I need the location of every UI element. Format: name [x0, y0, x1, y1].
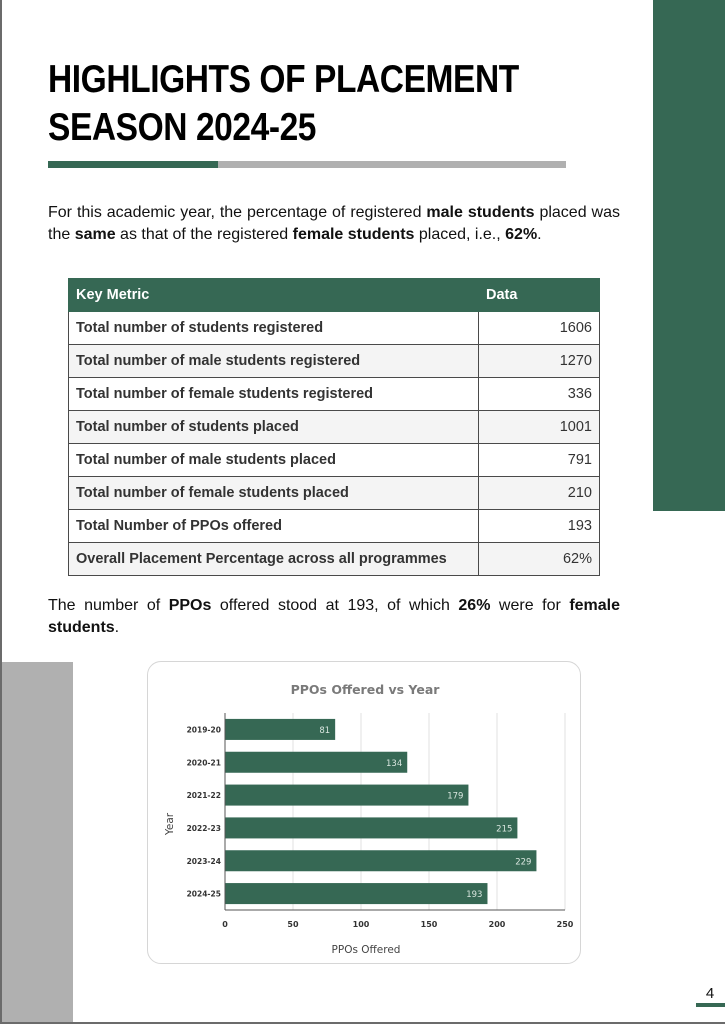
table-row: [69, 444, 600, 477]
ppo-text: .: [114, 619, 120, 636]
page-number: 4: [705, 985, 715, 1002]
x-tick-label: 50: [287, 920, 299, 929]
table-row: [69, 378, 600, 411]
x-tick-label: 100: [352, 920, 370, 929]
table-row: [69, 510, 600, 543]
bar: [225, 850, 536, 871]
bar: [225, 817, 517, 838]
y-tick-label: 2019-20: [186, 725, 221, 735]
intro-bold: male students: [426, 204, 535, 221]
table-row: [69, 543, 600, 576]
bar-data-label: 215: [496, 824, 513, 835]
metric-cell: Total number of students placed: [69, 411, 479, 444]
metric-cell: Total number of male students registered: [69, 345, 479, 378]
decorative-green-band: [653, 0, 725, 511]
y-tick-label: 2020-21: [186, 758, 221, 768]
bar: [225, 752, 407, 773]
x-tick-label: 200: [488, 920, 506, 929]
bar: [225, 883, 487, 904]
intro-bold: 62%: [505, 226, 538, 243]
x-tick-label: 0: [222, 920, 228, 929]
table-row: [69, 345, 600, 378]
intro-text: placed, i.e.,: [414, 226, 506, 243]
ppo-bold: 26%: [458, 597, 491, 614]
value-cell: 193: [479, 510, 600, 543]
bar-data-label: 81: [319, 725, 331, 736]
ppo-bold: PPOs: [168, 597, 212, 614]
bar-data-label: 193: [466, 890, 483, 901]
ppo-text: The number of: [48, 597, 169, 614]
table-row: [69, 477, 600, 510]
metric-cell: Total number of male students placed: [69, 444, 479, 477]
page-number-underline: [696, 1003, 725, 1007]
value-cell: 1606: [479, 312, 600, 345]
page-title: [48, 56, 530, 152]
table-header-row: [69, 279, 600, 312]
intro-text: .: [537, 226, 542, 243]
intro-text: For this academic year, the percentage of registered: [48, 204, 427, 221]
x-axis-label: PPOs Offered: [331, 944, 401, 956]
intro-bold: female students: [292, 226, 415, 243]
metric-cell: Total number of female students registered: [69, 378, 479, 411]
intro-text: placed was the: [48, 204, 621, 243]
key-metrics-table: [68, 278, 600, 576]
metric-cell: Total number of students registered: [69, 312, 479, 345]
metric-cell: Overall Placement Percentage across all programmes: [69, 543, 479, 576]
y-tick-label: 2024-25: [186, 889, 221, 899]
value-cell: 336: [479, 378, 600, 411]
ppo-bar-chart: [148, 662, 582, 965]
decorative-grey-band: [2, 662, 73, 1022]
value-cell: 62%: [479, 543, 600, 576]
ppo-bold: female students: [48, 597, 621, 636]
title-line-1: HIGHLIGHTS OF PLACEMENT: [48, 58, 519, 101]
title-underline-grey: [218, 161, 566, 168]
intro-text: as that of the registered: [115, 226, 293, 243]
table-row: [69, 312, 600, 345]
chart-gridlines: [293, 713, 565, 910]
bar: [225, 785, 468, 806]
header-key-metric: Key Metric: [69, 279, 479, 312]
title-underline: [48, 161, 566, 168]
table-row: [69, 411, 600, 444]
value-cell: 1270: [479, 345, 600, 378]
title-underline-green: [48, 161, 218, 168]
x-tick-label: 150: [420, 920, 438, 929]
value-cell: 791: [479, 444, 600, 477]
metric-cell: Total Number of PPOs offered: [69, 510, 479, 543]
bar-data-label: 134: [386, 758, 403, 769]
y-axis-label: Year: [164, 812, 176, 836]
intro-bold: same: [74, 226, 116, 243]
metric-cell: Total number of female students placed: [69, 477, 479, 510]
x-tick-label: 250: [556, 920, 574, 929]
y-tick-label: 2022-23: [186, 823, 221, 833]
y-tick-label: 2021-22: [186, 791, 221, 801]
ppo-text: offered stood at 193, of which: [211, 597, 459, 614]
intro-paragraph: [48, 202, 620, 246]
bar-data-label: 179: [447, 791, 464, 802]
title-line-2: SEASON 2024-25: [48, 106, 317, 149]
ppo-paragraph: [48, 595, 620, 639]
chart-title: PPOs Offered vs Year: [290, 682, 440, 697]
bar-data-label: 229: [515, 857, 532, 868]
value-cell: 210: [479, 477, 600, 510]
header-data: Data: [479, 279, 600, 312]
value-cell: 1001: [479, 411, 600, 444]
ppo-text: were for: [490, 597, 570, 614]
ppo-chart-card: [147, 661, 581, 964]
y-tick-label: 2023-24: [186, 856, 221, 866]
chart-bars: [225, 719, 536, 904]
